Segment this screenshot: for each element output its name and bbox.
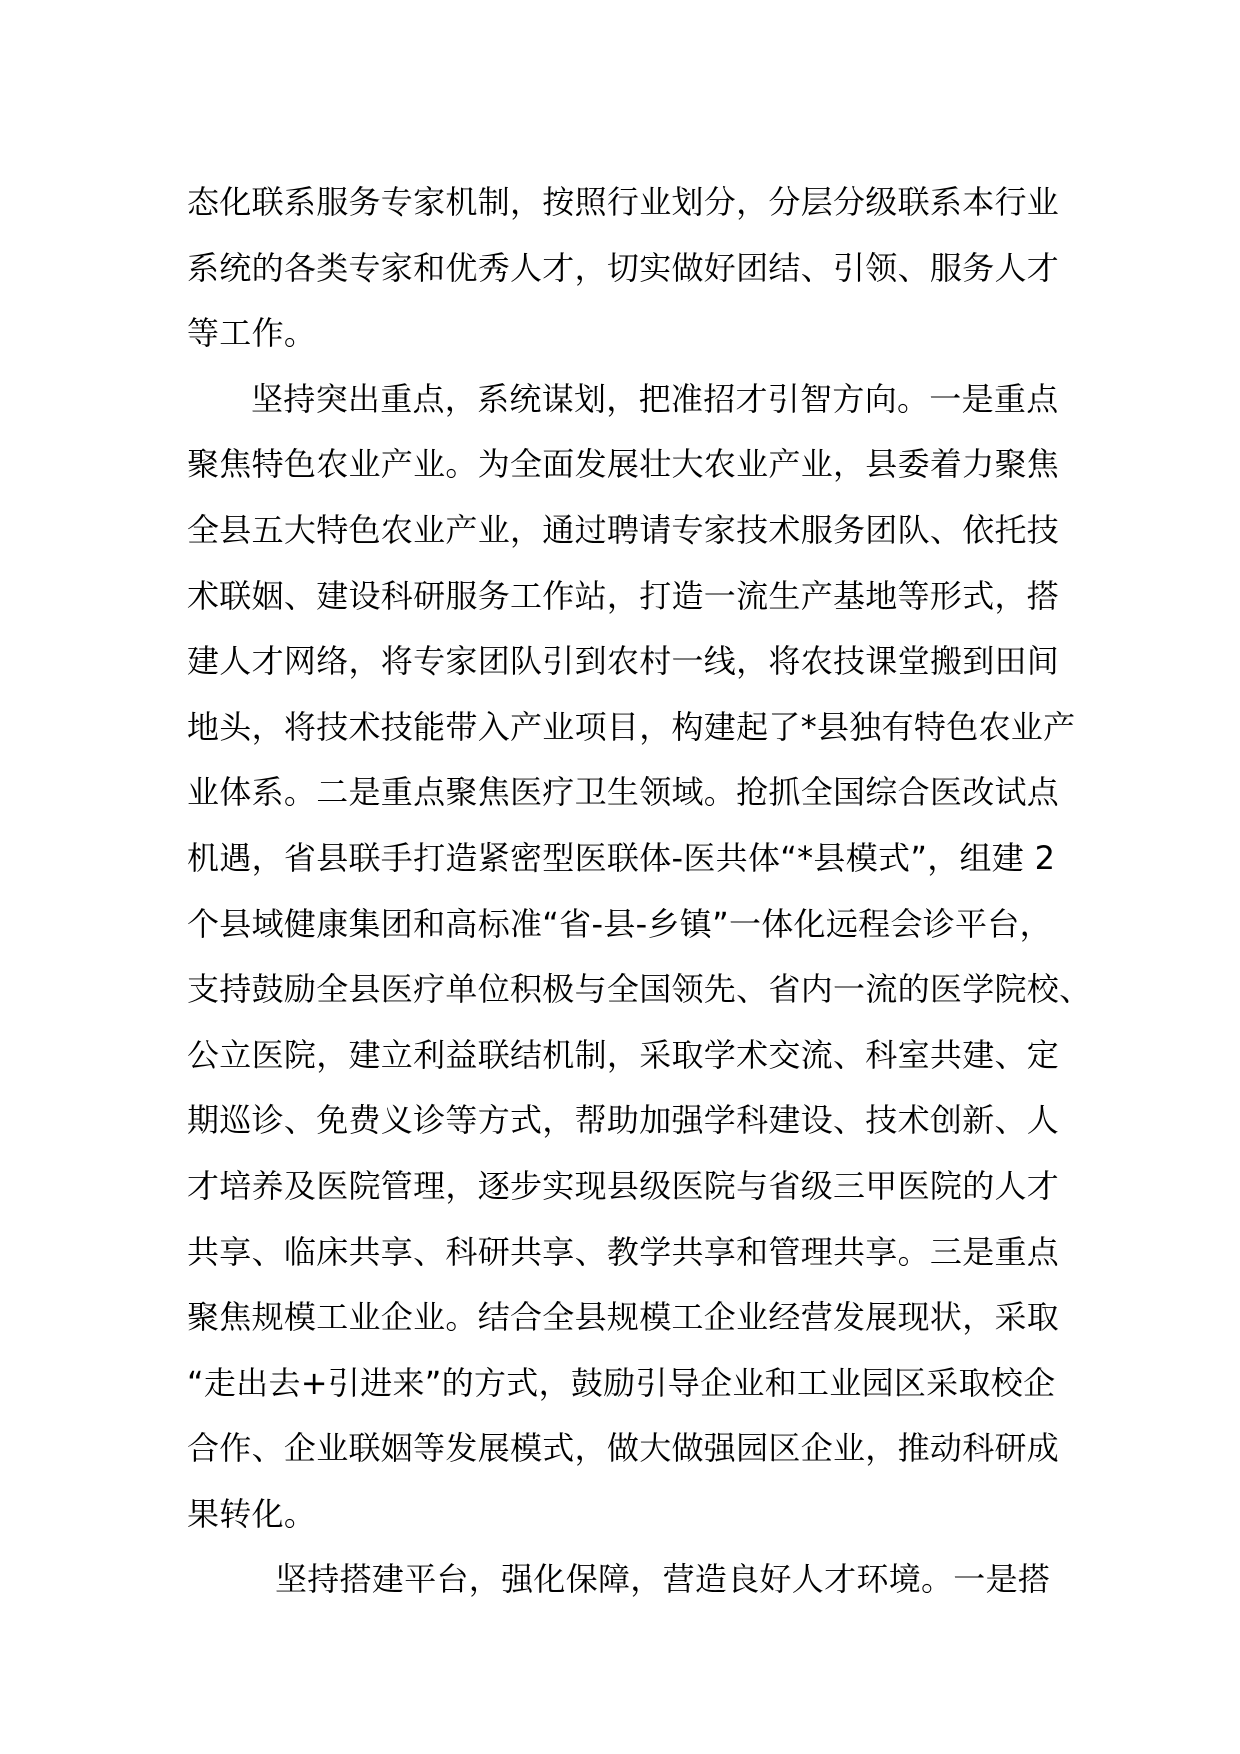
text-line: 共享、临床共享、科研共享、教学共享和管理共享。三是重点 xyxy=(187,1232,1060,1271)
text-line: 态化联系服务专家机制，按照行业划分，分层分级联系本行业 xyxy=(187,183,1060,221)
paragraph-start-line: 坚持搭建平台，强化保障，营造良好人才环境。一是搭 xyxy=(275,1560,1051,1599)
paragraph-start-line: 坚持突出重点，系统谋划，把准招才引智方向。一是重点 xyxy=(251,379,1059,418)
text-line: 才培养及医院管理，逐步实现县级医院与省级三甲医院的人才 xyxy=(187,1166,1060,1205)
text-line: 公立医院，建立利益联结机制，采取学术交流、科室共建、定 xyxy=(187,1035,1060,1074)
text-line: “走出去+引进来”的方式，鼓励引导企业和工业园区采取校企 xyxy=(187,1363,1056,1402)
text-line: 合作、企业联姻等发展模式，做大做强园区企业，推动科研成 xyxy=(187,1429,1060,1468)
text-line: 期巡诊、免费义诊等方式，帮助加强学科建设、技术创新、人 xyxy=(187,1101,1060,1140)
text-line: 个县域健康集团和高标准“省-县-乡镇”一体化远程会诊平台， xyxy=(187,904,1052,943)
text-line: 聚焦规模工业企业。结合全县规模工企业经营发展现状，采取 xyxy=(187,1298,1060,1337)
text-line: 建人才网络，将专家团队引到农村一线，将农技课堂搬到田间 xyxy=(187,642,1060,681)
text-line: 地头，将技术技能带入产业项目，构建起了*县独有特色农业产 xyxy=(187,707,1076,746)
text-line: 业体系。二是重点聚焦医疗卫生领域。抢抓全国综合医改试点 xyxy=(187,773,1060,812)
text-line: 术联姻、建设科研服务工作站，打造一流生产基地等形式，搭 xyxy=(187,576,1060,615)
text-line: 系统的各类专家和优秀人才，切实做好团结、引领、服务人才 xyxy=(187,248,1060,287)
text-line: 聚焦特色农业产业。为全面发展壮大农业产业，县委着力聚焦 xyxy=(187,445,1060,484)
text-line: 等工作。 xyxy=(187,314,317,353)
text-line: 支持鼓励全县医疗单位积极与全国领先、省内一流的医学院校、 xyxy=(187,970,1092,1009)
text-line: 全县五大特色农业产业，通过聘请专家技术服务团队、依托技 xyxy=(187,510,1060,549)
text-line: 果转化。 xyxy=(187,1494,317,1533)
text-line: 机遇，省县联手打造紧密型医联体-医共体“*县模式”，组建 2 xyxy=(187,838,1056,877)
body-text xyxy=(187,170,1092,1613)
